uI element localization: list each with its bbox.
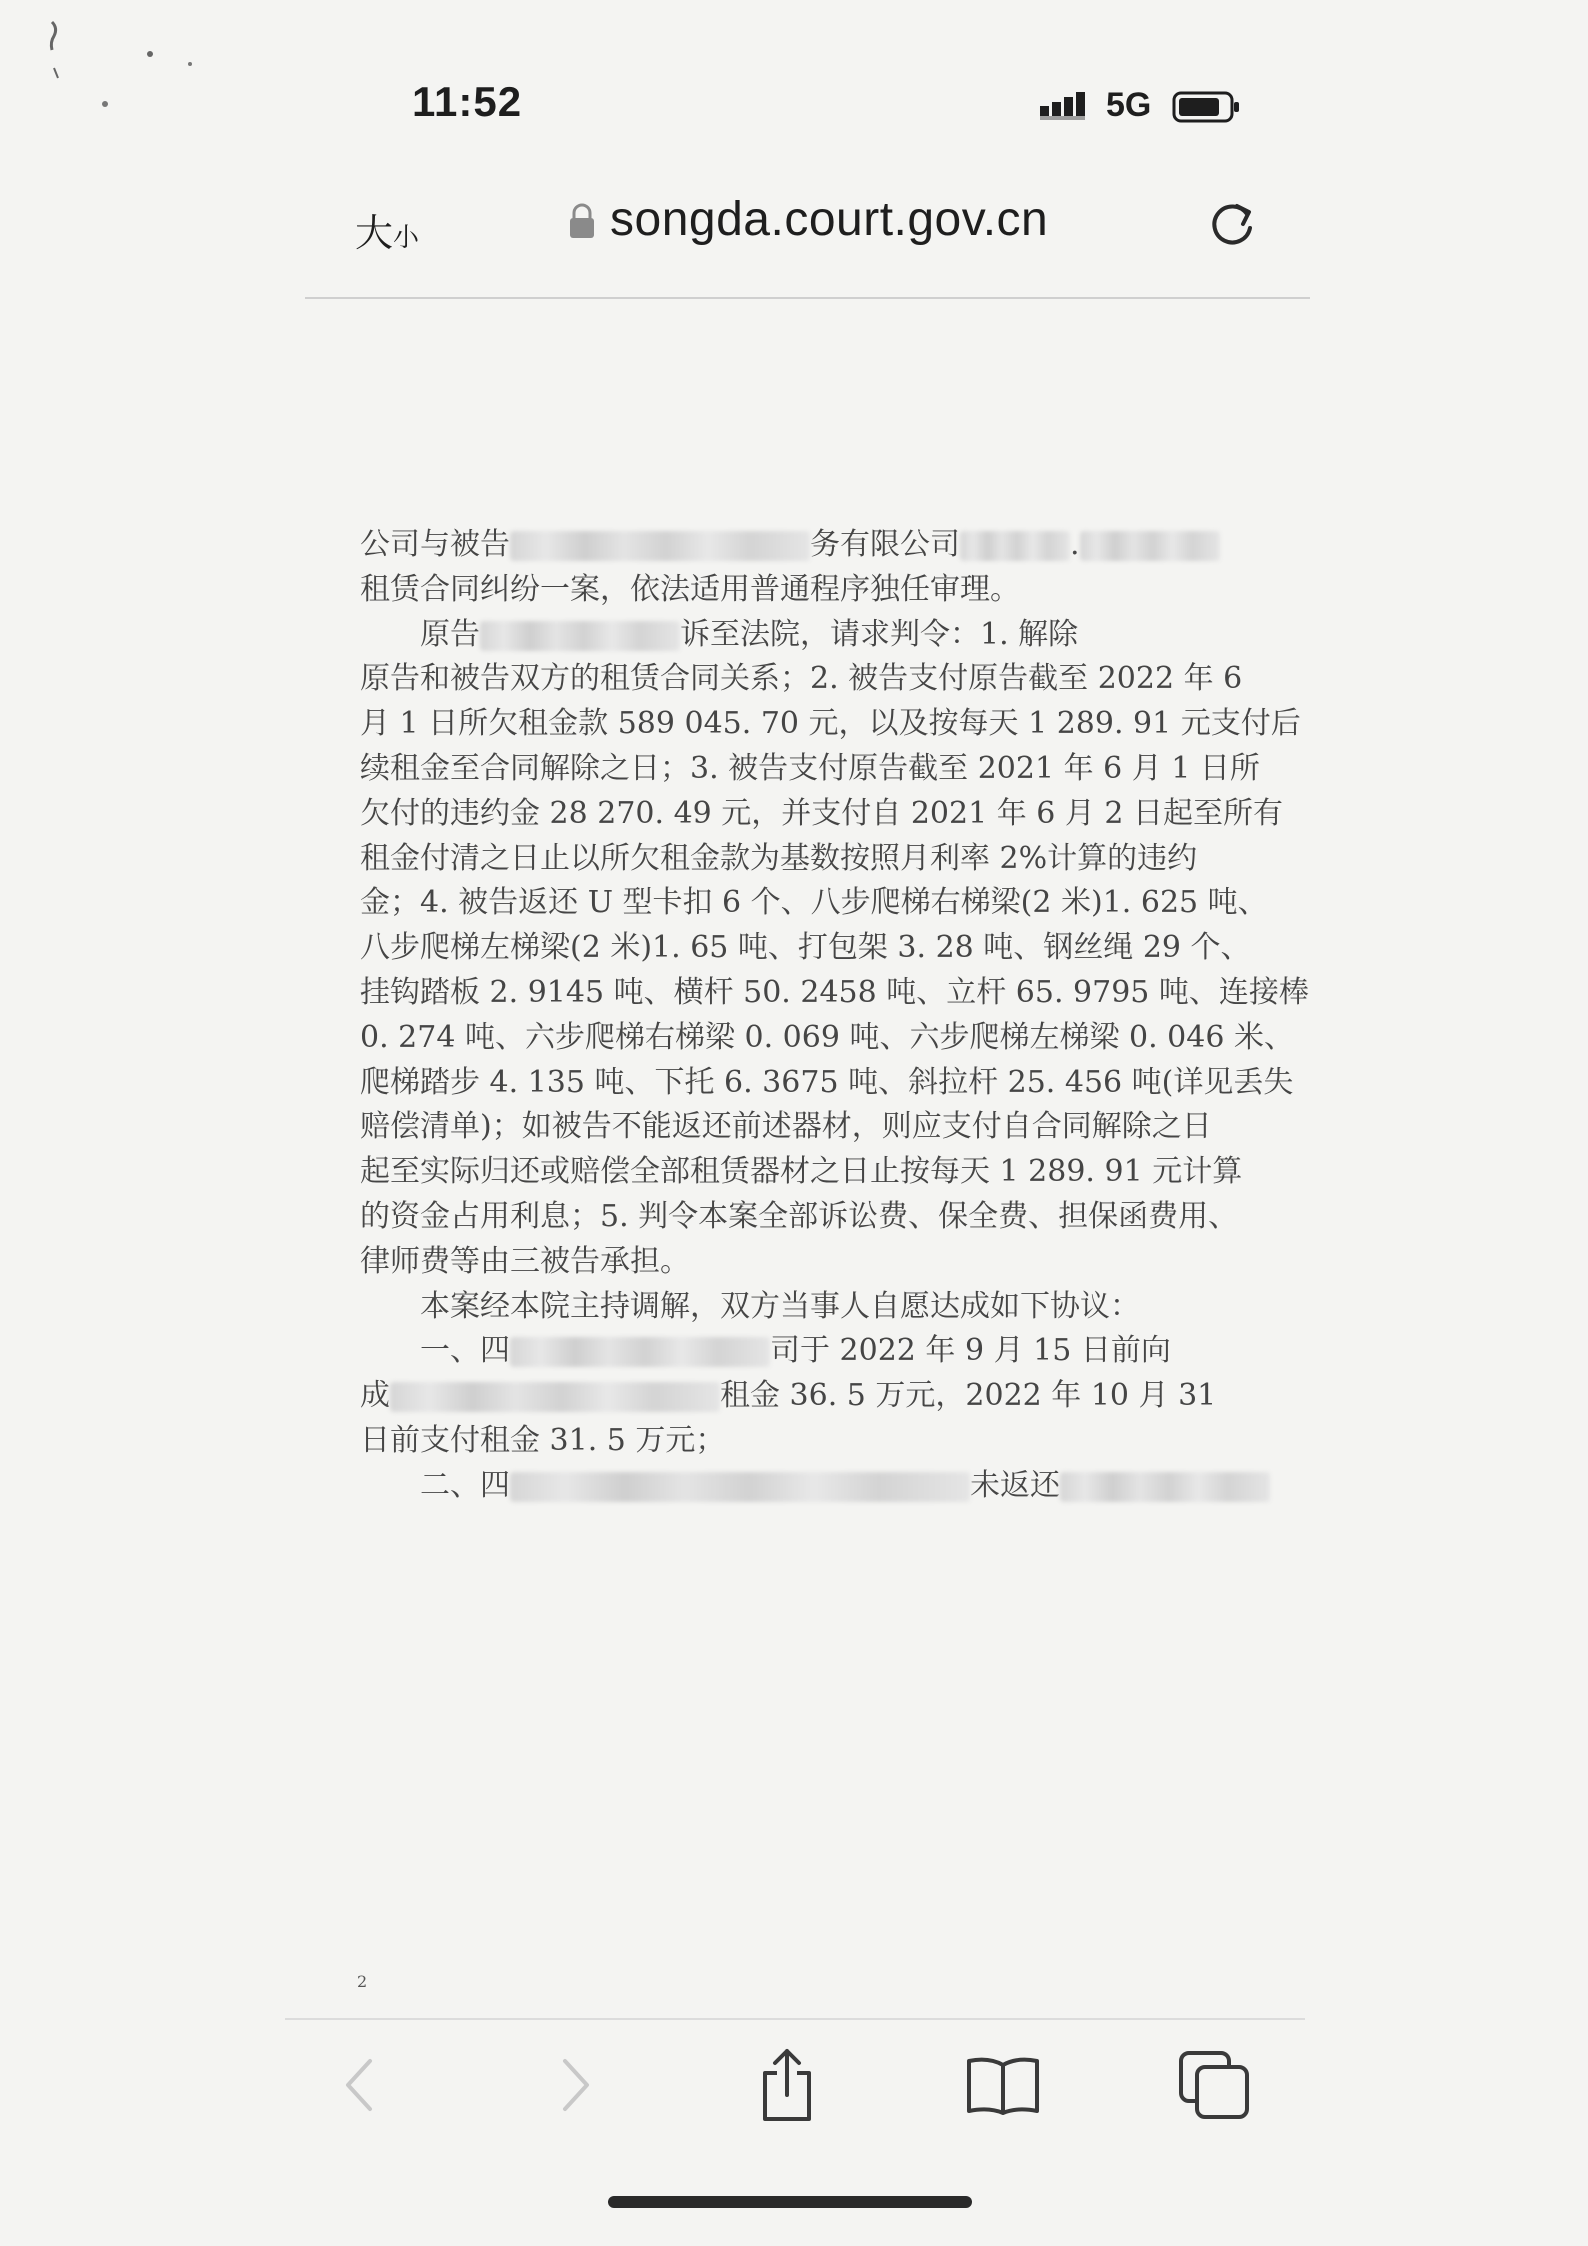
document-line [360,1058,1293,1108]
document-line [360,699,1301,749]
redacted-text [390,1382,720,1412]
document-line [360,923,1251,973]
document-line [360,878,1268,928]
document-text: 司于 2022 年 9 月 15 日前向 [770,1333,1171,1369]
document-line [360,1461,1270,1511]
document-text: 一、四 [360,1333,510,1369]
document-text: 日前支付租金 31. 5 万元； [360,1423,726,1458]
document-line [360,744,1260,794]
document-text: . [1070,527,1080,562]
document-text: 起至实际归还或赔偿全部租赁器材之日止按每天 1 289. 91 元计算 [360,1154,1243,1190]
document-text: 爬梯踏步 4. 135 吨、下托 6. 3675 吨、斜拉杆 25. 456 吨(详见丢失 [360,1064,1294,1100]
tabs-icon [1177,2049,1253,2121]
document-text: 欠付的违约金 28 270. 49 元，并支付自 2021 年 6 月 2 日起至所有 [360,795,1284,831]
status-time: 11:52 [412,78,523,125]
cellular-signal-icon [1040,88,1096,124]
document-text: 成 [360,1378,390,1414]
document-text: 月 1 日所欠租金款 589 045. 70 元，以及按每天 1 289. 91 元支付后 [360,706,1301,742]
document-line [360,654,1242,704]
text-size-big: 大 [355,211,394,255]
chevron-left-icon [340,2055,380,2115]
document-text: 诉至法院，请求判令：1. 解除 [680,616,1079,652]
document-line [360,789,1283,839]
network-type: 5G [1106,86,1152,124]
document-line [360,1102,1212,1152]
document-line [360,1013,1294,1063]
redacted-text [1080,531,1220,561]
redacted-text [480,621,680,651]
document-text: 续租金至合同解除之日；3. 被告支付原告截至 2021 年 6 月 1 日所 [360,751,1260,786]
document-line [360,1371,1216,1421]
home-indicator[interactable] [608,2196,972,2208]
document-text: 二、四 [360,1467,510,1503]
document-line [360,565,1020,615]
share-icon [755,2045,819,2125]
text-size-small: 小 [393,223,420,253]
status-bar [0,0,1588,160]
address-bar[interactable] [305,168,1305,286]
document-text: 八步爬梯左梯梁(2 米)1. 65 吨、打包架 3. 28 吨、钢丝绳 29 个、 [360,930,1251,966]
back-button[interactable] [315,2040,405,2130]
page-number: 2 [357,1972,368,1991]
book-icon [963,2053,1043,2117]
document-line [360,1237,690,1287]
lock-icon [567,202,597,240]
redacted-text [1060,1472,1270,1502]
document-text: 的资金占用利息；5. 判令本案全部诉讼费、保全费、担保函费用、 [360,1199,1239,1234]
document-text: 原告和被告双方的租赁合同关系；2. 被告支付原告截至 2022 年 6 [360,661,1243,697]
document-text: 律师费等由三被告承担。 [360,1243,690,1279]
browser-toolbar [0,2040,1588,2160]
document-text: 赔偿清单)；如被告不能返还前述器材，则应支付自合同解除之日 [360,1109,1212,1145]
url-text[interactable]: songda.court.gov.cn [610,193,1049,246]
document-line [360,1147,1242,1197]
document-text: 务有限公司 [810,527,960,562]
chevron-right-icon [555,2055,595,2115]
redacted-text [960,531,1070,561]
document-text: 租赁合同纠纷一案，依法适用普通程序独任审理。 [360,571,1020,607]
document-text: 未返还 [970,1467,1060,1503]
document-text: 本案经本院主持调解，双方当事人自愿达成如下协议： [360,1288,1140,1324]
document-line [360,1282,1140,1332]
address-bar-divider [305,297,1310,299]
document-line [360,1326,1171,1376]
forward-button[interactable] [530,2040,620,2130]
reload-icon[interactable] [1203,192,1263,252]
text-size-button[interactable] [355,202,419,257]
document-text: 租金 36. 5 万元，2022 年 10 月 31 [720,1378,1217,1414]
document-text: 0. 274 吨、六步爬梯右梯梁 0. 069 吨、六步爬梯左梯梁 0. 046 米、 [360,1019,1294,1055]
document-line [360,520,1220,570]
document-line [360,1416,725,1466]
document-text: 原告 [360,616,480,652]
redacted-text [510,1337,770,1367]
tabs-button[interactable] [1170,2040,1260,2130]
document-line [360,968,1309,1018]
toolbar-divider [285,2018,1305,2020]
document-line [360,1192,1238,1242]
redacted-text [510,1472,970,1502]
document-text: 挂钩踏板 2. 9145 吨、横杆 50. 2458 吨、立杆 65. 9795 吨、连接棒 [360,975,1309,1010]
document-text: 租金付清之日止以所欠租金款为基数按照月利率 2%计算的违约 [360,840,1198,876]
redacted-text [510,531,810,561]
bookmarks-button[interactable] [958,2040,1048,2130]
document-line [360,610,1078,660]
document-text: 金；4. 被告返还 U 型卡扣 6 个、八步爬梯右梯梁(2 米)1. 625 吨、 [360,885,1268,921]
document-text: 公司与被告 [360,527,510,562]
battery-icon [1172,90,1242,124]
document-line [360,834,1197,884]
share-button[interactable] [742,2040,832,2130]
